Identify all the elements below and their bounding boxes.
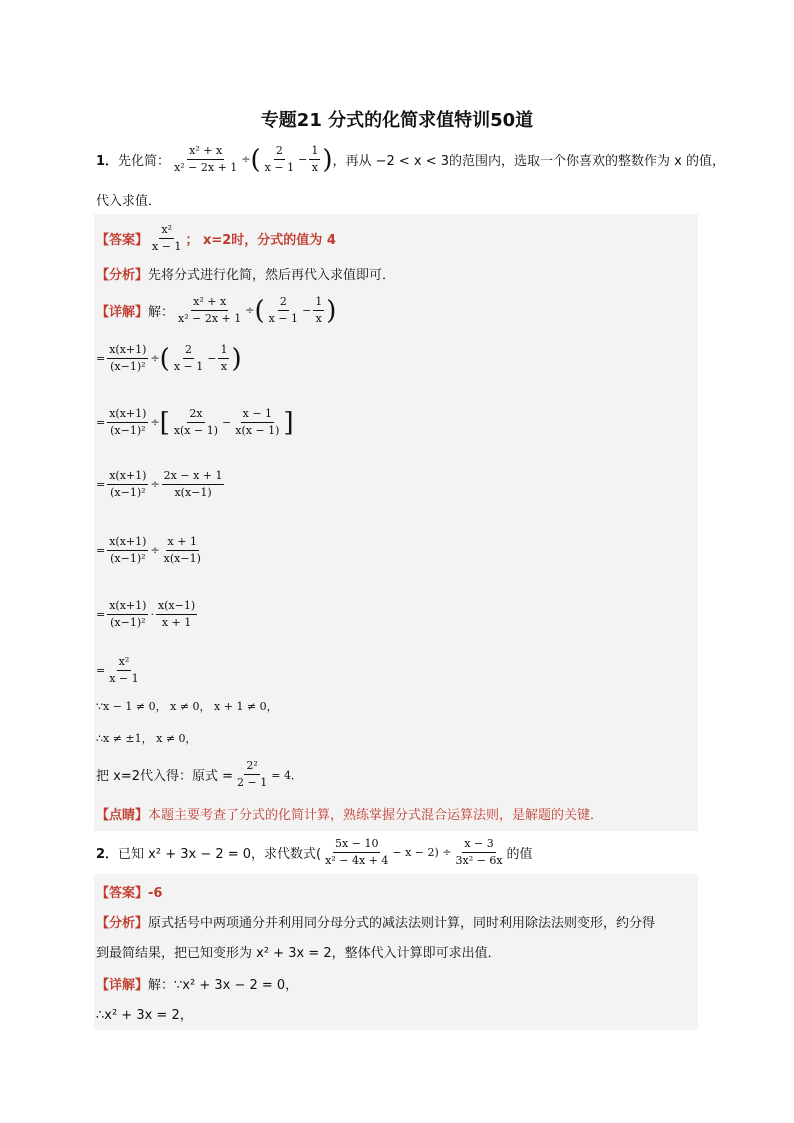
condition-2: ∴x ≠ ±1， x ≠ 0， <box>96 732 197 745</box>
q1-fraction-3: $\frac{1}{x}$ <box>311 144 319 174</box>
q2-solution <box>94 874 698 1030</box>
q1-answer: 【答案】 $\frac{\text{x²}}{x - 1}$ ； x=2时，分式的值为 4 <box>96 223 336 253</box>
step-final: = $\frac{\text{x²}}{x - 1}$ <box>96 655 139 685</box>
q1-suffix: ，再从 −2 < x < 3的范围内，选取一个你喜欢的整数作为 x 的值， <box>332 154 726 169</box>
q2-detail-2: ∴x² + 3x = 2， <box>96 1008 193 1023</box>
q1-fraction-2: $\frac{2}{x - 1}$ <box>264 144 295 174</box>
q1-solution <box>94 214 698 831</box>
step-1: = $\frac{x(x+1)}{\text{(x−1)²}}$ ÷ ( $\frac{2}{x - 1}$ − $\frac{1}{x}$ ) <box>96 343 242 374</box>
q2-number: 2． <box>96 847 119 862</box>
page-title: 专题21 分式的化简求值特训50道 <box>260 110 534 131</box>
q1-analysis: 【分析】先将分式进行化简，然后再代入求值即可． <box>96 268 396 283</box>
q1-stem: 1． 先化简： $\frac{\text{x² + x}}{\text{x² − 2x + 1}}$ ÷ ( $\frac{2}{x - 1}$ − $\frac{1}{x}$ ) ，再从 −2 < x < 3的范围内，选取一个你喜欢的整数作为 x 的值， <box>96 144 726 175</box>
q2-stem: 2． 已知 x² + 3x − 2 = 0，求代数式( $\frac{5x - 10}{\text{x² − 4x + 4}}$ − x − 2) ÷ $\frac{x - 3}{\text{3x² − 6x}}$ 的值 <box>96 837 533 867</box>
q1-detail: 【详解】 解： $\frac{\text{x² + x}}{\text{x² − 2x + 1}}$ ÷ ( $\frac{2}{x - 1}$ − $\frac{1}{x}$ ) <box>96 295 337 326</box>
q1-point: 【点睛】本题主要考查了分式的化简计算，熟练掌握分式混合运算法则，是解题的关键． <box>96 808 604 823</box>
q2-analysis-2: 到最简结果，把已知变形为 x² + 3x = 2，整体代入计算即可求出值． <box>96 946 501 961</box>
q2-analysis-1: 【分析】原式括号中两项通分并利用同分母分式的减法法则计算，同时利用除法法则变形，约分得 <box>96 916 656 931</box>
answer-fraction: $\frac{\text{x²}}{x - 1}$ <box>152 223 182 253</box>
condition-1: ∵x − 1 ≠ 0， x ≠ 0， x + 1 ≠ 0， <box>96 700 278 713</box>
step-5: = $\frac{x(x+1)}{\text{(x−1)²}}$ · $\frac{x(x-1)}{x + 1}$ <box>96 599 196 629</box>
substitution: 把 x=2代入得：原式 = $\frac{\text{2²}}{2 - 1}$ = 4． <box>96 759 302 789</box>
q2-answer: 【答案】-6 <box>96 886 163 901</box>
step-4: = $\frac{x(x+1)}{\text{(x−1)²}}$ ÷ $\frac{x + 1}{x(x-1)}$ <box>96 535 201 565</box>
step-3: = $\frac{x(x+1)}{\text{(x−1)²}}$ ÷ $\frac{2x - x + 1}{x(x-1)}$ <box>96 469 223 499</box>
q1-line2: 代入求值． <box>96 194 162 209</box>
q1-fraction-1: $\frac{\text{x² + x}}{\text{x² − 2x + 1}}$ <box>174 144 238 174</box>
step-2: = $\frac{x(x+1)}{\text{(x−1)²}}$ ÷ [ $\frac{2x}{x(x - 1)}$ − $\frac{x - 1}{x(x - 1)}$ ] <box>96 407 294 438</box>
q1-prefix: 先化简： <box>118 154 171 169</box>
q1-number: 1． <box>96 154 119 169</box>
q2-detail: 【详解】解：∵x² + 3x − 2 = 0， <box>96 978 299 993</box>
